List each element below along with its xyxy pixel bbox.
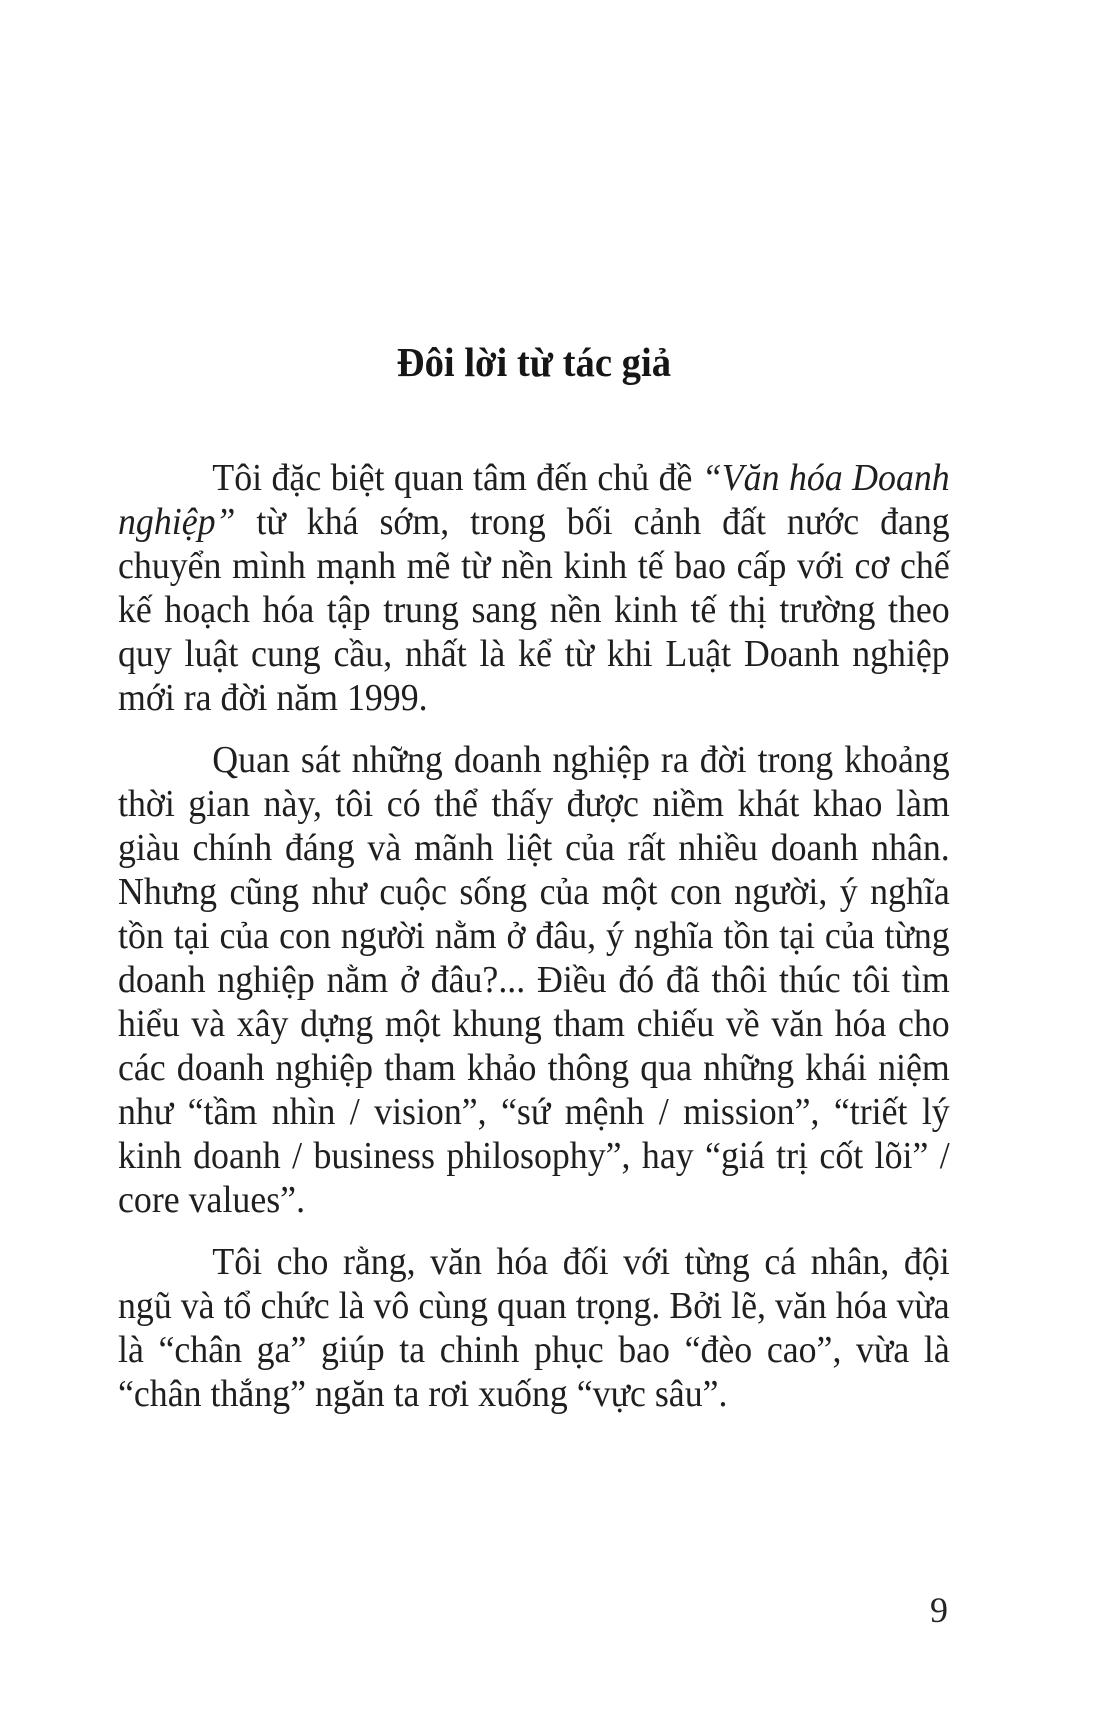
italic-phrase-van-hoa-doanh-nghiep: “Văn hóa Doanh nghiệp” [118,457,950,543]
paragraph-1-text-start: Tôi đặc biệt quan tâm đến chủ đề [212,457,702,499]
text-column [118,0,950,1434]
paragraph-1-text-end: từ khá sớm, trong bối cảnh đất nước đang chuyển mình mạnh mẽ từ nền kinh tế bao cấp với cơ chế kế hoạch hóa tập trung sang nền kinh tế thị trường theo quy luật cung cầu, nhất là kể từ khi Luật Doanh nghiệp mới ra đời năm 1999. [118,501,950,719]
paragraph-1 [118,456,950,720]
paragraph-2: Quan sát những doanh nghiệp ra đời trong khoảng thời gian này, tôi có thể thấy được niềm khát khao làm giàu chính đáng và mãnh liệt của rất nhiều doanh nhân. Nhưng cũng như cuộc sống của một con người, ý nghĩa tồn tại của con người nằm ở đâu, ý nghĩa tồn tại của từng doanh nghiệp nằm ở đâu?... Điều đó đã thôi thúc tôi tìm hiểu và xây dựng một khung tham chiếu về văn hóa cho các doanh nghiệp tham khảo thông qua những khái niệm như “tầm nhìn / vision”, “sứ mệnh / mission”, “triết lý kinh doanh / business philosophy”, hay “giá trị cốt lõi” / core values”. [118,739,950,1221]
paragraph-3: Tôi cho rằng, văn hóa đối với từng cá nhân, đội ngũ và tổ chức là vô cùng quan trọng. Bởi lẽ, văn hóa vừa là “chân ga” giúp ta chinh phục bao “đèo cao”, vừa là “chân thắng” ngăn ta rơi xuống “vực sâu”. [118,1241,950,1415]
page-title: Đôi lời từ tác giả [396,339,672,385]
page-number: 9 [930,1590,948,1630]
